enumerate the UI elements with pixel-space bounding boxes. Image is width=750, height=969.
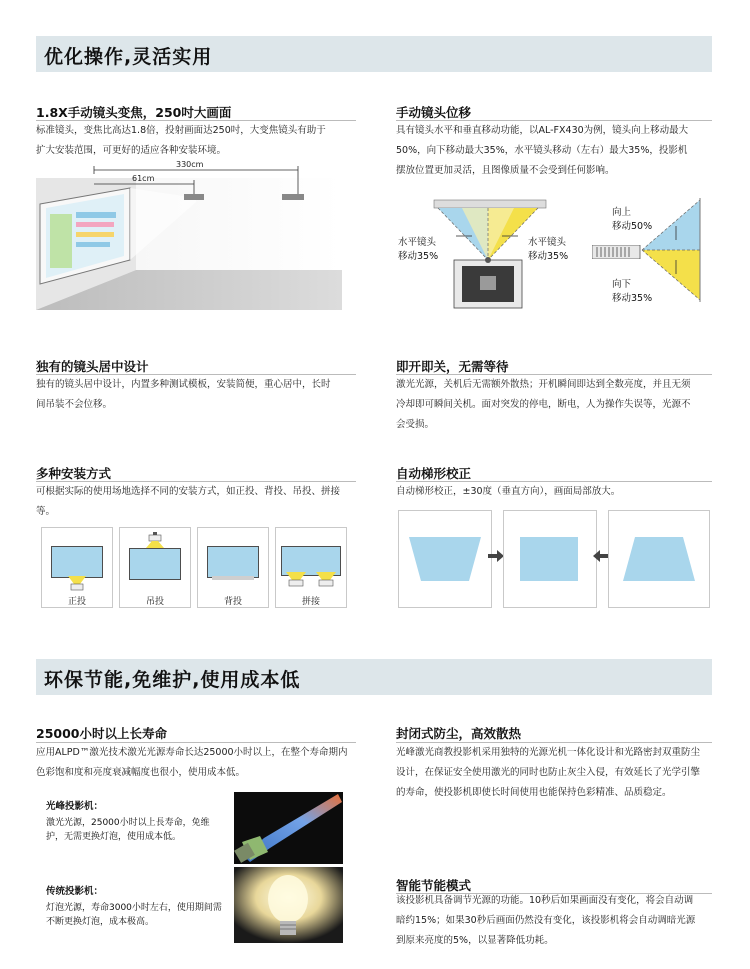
keystone-text: 自动梯形校正，±30度（垂直方向），画面局部放大。 bbox=[396, 486, 621, 497]
install-mode-label: 背投 bbox=[223, 597, 242, 607]
instant-heading: 即开即关，无需等待 bbox=[396, 359, 509, 374]
keystone-skewed-panel bbox=[608, 510, 710, 608]
install-mode-label: 拼接 bbox=[301, 597, 320, 607]
lamp-comparison bbox=[36, 867, 343, 943]
eco-text: 该投影机具备调节光源的功能。10秒后如果画面没有变化，将会自动调暗约15%；如果30秒后画面仍然没有变化，该投影机将会自动调暗光源到原来亮度的5%，以显著降低功耗。 bbox=[396, 895, 696, 946]
eco-heading: 智能节能模式 bbox=[396, 878, 472, 893]
laser-beam-image bbox=[234, 792, 343, 864]
shift-heading: 手动镜头位移 bbox=[396, 105, 472, 120]
install-mode-front bbox=[41, 527, 113, 608]
keystone-heading: 自动梯形校正 bbox=[396, 466, 472, 481]
down-shift-label: 向下 移动35% bbox=[612, 279, 653, 304]
install-text: 可根据实际的使用场地选择不同的安装方式，如正投、背投、吊投、拼接等。 bbox=[36, 486, 341, 517]
screen bbox=[129, 548, 181, 580]
lamp-title: 传统投影机： bbox=[46, 886, 104, 897]
corrected-screen bbox=[520, 537, 578, 581]
sealed-text: 光峰激光商教投影机采用独特的光源光机一体化设计和光路密封双重防尘设计，在保证安全使用激光的同时也防止灰尘入侵，有效延长了光学引擎的寿命，使投影机即使长时间使用也能保持色彩精准、品质稳定。 bbox=[396, 747, 701, 798]
life-text: 应用ALPD™激光技术激光光源寿命长达25000小时以上，在整个寿命期内色彩饱和度和亮度衰减幅度也很小，使用成本低。 bbox=[36, 747, 348, 778]
left-shift-label: 水平镜头 移动35% bbox=[398, 237, 439, 262]
install-mode-rear bbox=[197, 527, 269, 608]
horizontal-shift-diagram bbox=[398, 198, 578, 310]
section-header-optimize bbox=[36, 36, 712, 72]
instant-text: 激光光源，关机后无需额外散热；开机瞬间即达到全数亮度，并且无须冷却即可瞬间关机。面对突发的停电，断电，人为操作失误等，光源不会受损。 bbox=[396, 379, 691, 430]
laser-text: 激光光源，25000小时以上長寿命，免维护，无需更换灯泡，使用成本低。 bbox=[46, 818, 210, 842]
zoom-heading: 1.8X手动镜头变焦，250吋大画面 bbox=[36, 105, 232, 120]
light-bulb-image bbox=[234, 867, 343, 943]
keystone-corrected-panel bbox=[503, 510, 597, 608]
arrow-left-icon bbox=[593, 547, 609, 566]
shift-text: 具有镜头水平和垂直移动功能，以AL-FX430为例，镜头向上移动最大50%，向下移动最大35%，水平镜头移动（左右）最大35%，投影机摆放位置更加灵活，且图像质量不会受到任何影响。 bbox=[396, 125, 689, 176]
up-shift-label: 向上 移动50% bbox=[612, 207, 653, 232]
dimension-short: 61cm bbox=[132, 174, 155, 183]
laser-title: 光峰投影机： bbox=[46, 801, 104, 812]
dimension-long: 330cm bbox=[176, 160, 204, 169]
install-mode-splice bbox=[275, 527, 347, 608]
section-title: 优化操作,灵活实用 bbox=[44, 46, 213, 68]
install-mode-ceiling bbox=[119, 527, 191, 608]
keystone-before-panel bbox=[398, 510, 492, 608]
center-heading: 独有的镜头居中设计 bbox=[36, 359, 149, 374]
projector-side-view bbox=[592, 244, 642, 258]
section-title: 环保节能,免维护,使用成本低 bbox=[44, 669, 301, 691]
section-header-eco bbox=[36, 659, 712, 695]
screen bbox=[51, 546, 103, 578]
center-text: 独有的镜头居中设计，内置多种测试模板，安装简便，重心居中，长时间吊装不会位移。 bbox=[36, 379, 331, 410]
screen bbox=[207, 546, 259, 578]
zoom-room-illustration bbox=[36, 160, 342, 310]
install-mode-label: 正投 bbox=[67, 597, 86, 607]
life-heading: 25000小时以上长寿命 bbox=[36, 726, 167, 741]
install-mode-label: 吊投 bbox=[145, 597, 164, 607]
zoom-text: 标准镜头，变焦比高达1.8倍，投射画面达250吋，大变焦镜头有助于扩大安装范围，可更好的适应各种安装环境。 bbox=[36, 125, 326, 156]
arrow-right-icon bbox=[488, 547, 504, 566]
lamp-text: 灯泡光源，寿命3000小时左右，使用期间需不断更换灯泡，成本极高。 bbox=[46, 903, 222, 927]
install-heading: 多种安装方式 bbox=[36, 466, 112, 481]
right-shift-label: 水平镜头 移动35% bbox=[528, 237, 569, 262]
sealed-heading: 封闭式防尘，高效散热 bbox=[396, 726, 522, 741]
laser-comparison bbox=[36, 792, 343, 864]
